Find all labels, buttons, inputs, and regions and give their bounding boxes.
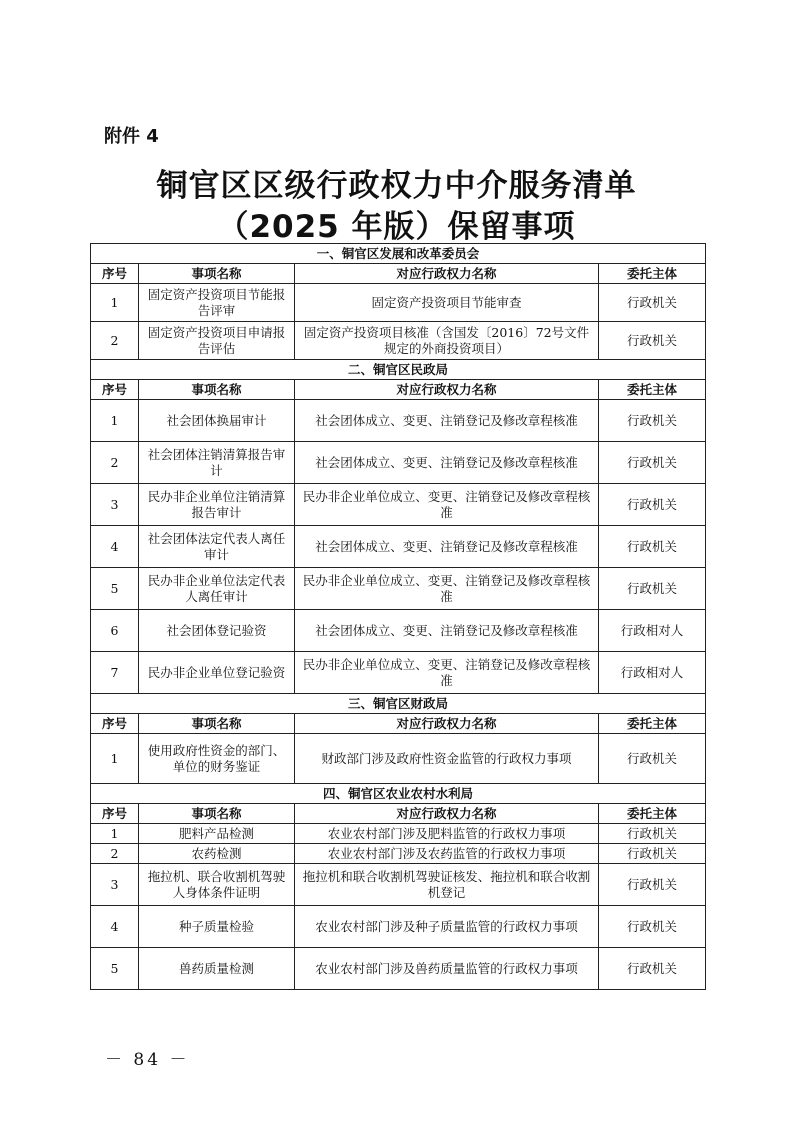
col-header-index: 序号	[91, 264, 139, 284]
cell-power: 拖拉机和联合收割机驾驶证核发、拖拉机和联合收割机登记	[295, 864, 599, 906]
col-header-item: 事项名称	[139, 804, 295, 824]
col-header-item: 事项名称	[139, 264, 295, 284]
cell-power: 民办非企业单位成立、变更、注销登记及修改章程核准	[295, 568, 599, 610]
table-row	[91, 824, 706, 844]
table-row	[91, 400, 706, 442]
cell-entrust: 行政机关	[599, 484, 706, 526]
table-row	[91, 906, 706, 948]
column-header-row	[91, 714, 706, 734]
cell-item: 社会团体换届审计	[139, 400, 295, 442]
cell-index: 1	[91, 400, 139, 442]
col-header-index: 序号	[91, 804, 139, 824]
cell-power: 民办非企业单位成立、变更、注销登记及修改章程核准	[295, 652, 599, 694]
cell-entrust: 行政机关	[599, 948, 706, 990]
cell-power: 社会团体成立、变更、注销登记及修改章程核准	[295, 526, 599, 568]
table-row	[91, 610, 706, 652]
cell-index: 1	[91, 284, 139, 322]
cell-index: 7	[91, 652, 139, 694]
col-header-power: 对应行政权力名称	[295, 804, 599, 824]
col-header-entrust: 委托主体	[599, 380, 706, 400]
cell-index: 4	[91, 906, 139, 948]
cell-item: 使用政府性资金的部门、单位的财务鉴证	[139, 734, 295, 784]
table-row	[91, 652, 706, 694]
section-header-row	[91, 360, 706, 380]
cell-index: 5	[91, 948, 139, 990]
cell-item: 农药检测	[139, 844, 295, 864]
cell-power: 固定资产投资项目核准（含国发〔2016〕72号文件规定的外商投资项目）	[295, 322, 599, 360]
section-title: 一、铜官区发展和改革委员会	[91, 244, 706, 264]
cell-item: 民办非企业单位登记验资	[139, 652, 295, 694]
cell-item: 社会团体注销清算报告审计	[139, 442, 295, 484]
cell-power: 农业农村部门涉及兽药质量监管的行政权力事项	[295, 948, 599, 990]
cell-index: 3	[91, 864, 139, 906]
cell-entrust: 行政机关	[599, 526, 706, 568]
col-header-item: 事项名称	[139, 380, 295, 400]
cell-item: 固定资产投资项目节能报告评审	[139, 284, 295, 322]
table-row	[91, 734, 706, 784]
cell-index: 4	[91, 526, 139, 568]
column-header-row	[91, 380, 706, 400]
cell-entrust: 行政机关	[599, 844, 706, 864]
cell-index: 2	[91, 442, 139, 484]
table-row	[91, 864, 706, 906]
cell-index: 1	[91, 734, 139, 784]
section-title: 二、铜官区民政局	[91, 360, 706, 380]
cell-entrust: 行政机关	[599, 568, 706, 610]
section-header-row	[91, 244, 706, 264]
cell-entrust: 行政相对人	[599, 610, 706, 652]
table-row	[91, 844, 706, 864]
cell-item: 社会团体登记验资	[139, 610, 295, 652]
col-header-power: 对应行政权力名称	[295, 714, 599, 734]
cell-index: 5	[91, 568, 139, 610]
table-row	[91, 484, 706, 526]
cell-entrust: 行政机关	[599, 442, 706, 484]
col-header-power: 对应行政权力名称	[295, 380, 599, 400]
col-header-entrust: 委托主体	[599, 714, 706, 734]
cell-index: 2	[91, 322, 139, 360]
table-row	[91, 442, 706, 484]
cell-item: 拖拉机、联合收割机驾驶人身体条件证明	[139, 864, 295, 906]
cell-index: 3	[91, 484, 139, 526]
column-header-row	[91, 264, 706, 284]
cell-index: 6	[91, 610, 139, 652]
col-header-power: 对应行政权力名称	[295, 264, 599, 284]
page-title: 铜官区区级行政权力中介服务清单	[156, 168, 637, 204]
cell-power: 农业农村部门涉及农药监管的行政权力事项	[295, 844, 599, 864]
cell-entrust: 行政机关	[599, 906, 706, 948]
page-subtitle: （2025 年版）保留事项	[217, 209, 576, 245]
cell-power: 固定资产投资项目节能审查	[295, 284, 599, 322]
cell-item: 民办非企业单位注销清算报告审计	[139, 484, 295, 526]
cell-power: 社会团体成立、变更、注销登记及修改章程核准	[295, 442, 599, 484]
cell-power: 农业农村部门涉及种子质量监管的行政权力事项	[295, 906, 599, 948]
cell-power: 社会团体成立、变更、注销登记及修改章程核准	[295, 400, 599, 442]
cell-item: 社会团体法定代表人离任审计	[139, 526, 295, 568]
col-header-item: 事项名称	[139, 714, 295, 734]
cell-power: 农业农村部门涉及肥料监管的行政权力事项	[295, 824, 599, 844]
table-row	[91, 948, 706, 990]
cell-item: 民办非企业单位法定代表人离任审计	[139, 568, 295, 610]
table-row	[91, 568, 706, 610]
cell-item: 种子质量检验	[139, 906, 295, 948]
cell-power: 财政部门涉及政府性资金监管的行政权力事项	[295, 734, 599, 784]
section-header-row	[91, 694, 706, 714]
col-header-entrust: 委托主体	[599, 264, 706, 284]
cell-power: 民办非企业单位成立、变更、注销登记及修改章程核准	[295, 484, 599, 526]
cell-item: 肥料产品检测	[139, 824, 295, 844]
section-header-row	[91, 784, 706, 804]
page-number: － 84 －	[105, 1050, 190, 1070]
cell-entrust: 行政相对人	[599, 652, 706, 694]
cell-index: 1	[91, 824, 139, 844]
cell-entrust: 行政机关	[599, 864, 706, 906]
cell-power: 社会团体成立、变更、注销登记及修改章程核准	[295, 610, 599, 652]
cell-entrust: 行政机关	[599, 824, 706, 844]
cell-entrust: 行政机关	[599, 284, 706, 322]
table-row	[91, 284, 706, 322]
cell-entrust: 行政机关	[599, 734, 706, 784]
section-title: 三、铜官区财政局	[91, 694, 706, 714]
service-list-table	[90, 243, 706, 990]
col-header-entrust: 委托主体	[599, 804, 706, 824]
table-row	[91, 322, 706, 360]
col-header-index: 序号	[91, 380, 139, 400]
attachment-label: 附件 4	[104, 126, 159, 147]
section-title: 四、铜官区农业农村水利局	[91, 784, 706, 804]
column-header-row	[91, 804, 706, 824]
col-header-index: 序号	[91, 714, 139, 734]
cell-entrust: 行政机关	[599, 322, 706, 360]
cell-index: 2	[91, 844, 139, 864]
cell-item: 固定资产投资项目申请报告评估	[139, 322, 295, 360]
cell-entrust: 行政机关	[599, 400, 706, 442]
table-row	[91, 526, 706, 568]
cell-item: 兽药质量检测	[139, 948, 295, 990]
